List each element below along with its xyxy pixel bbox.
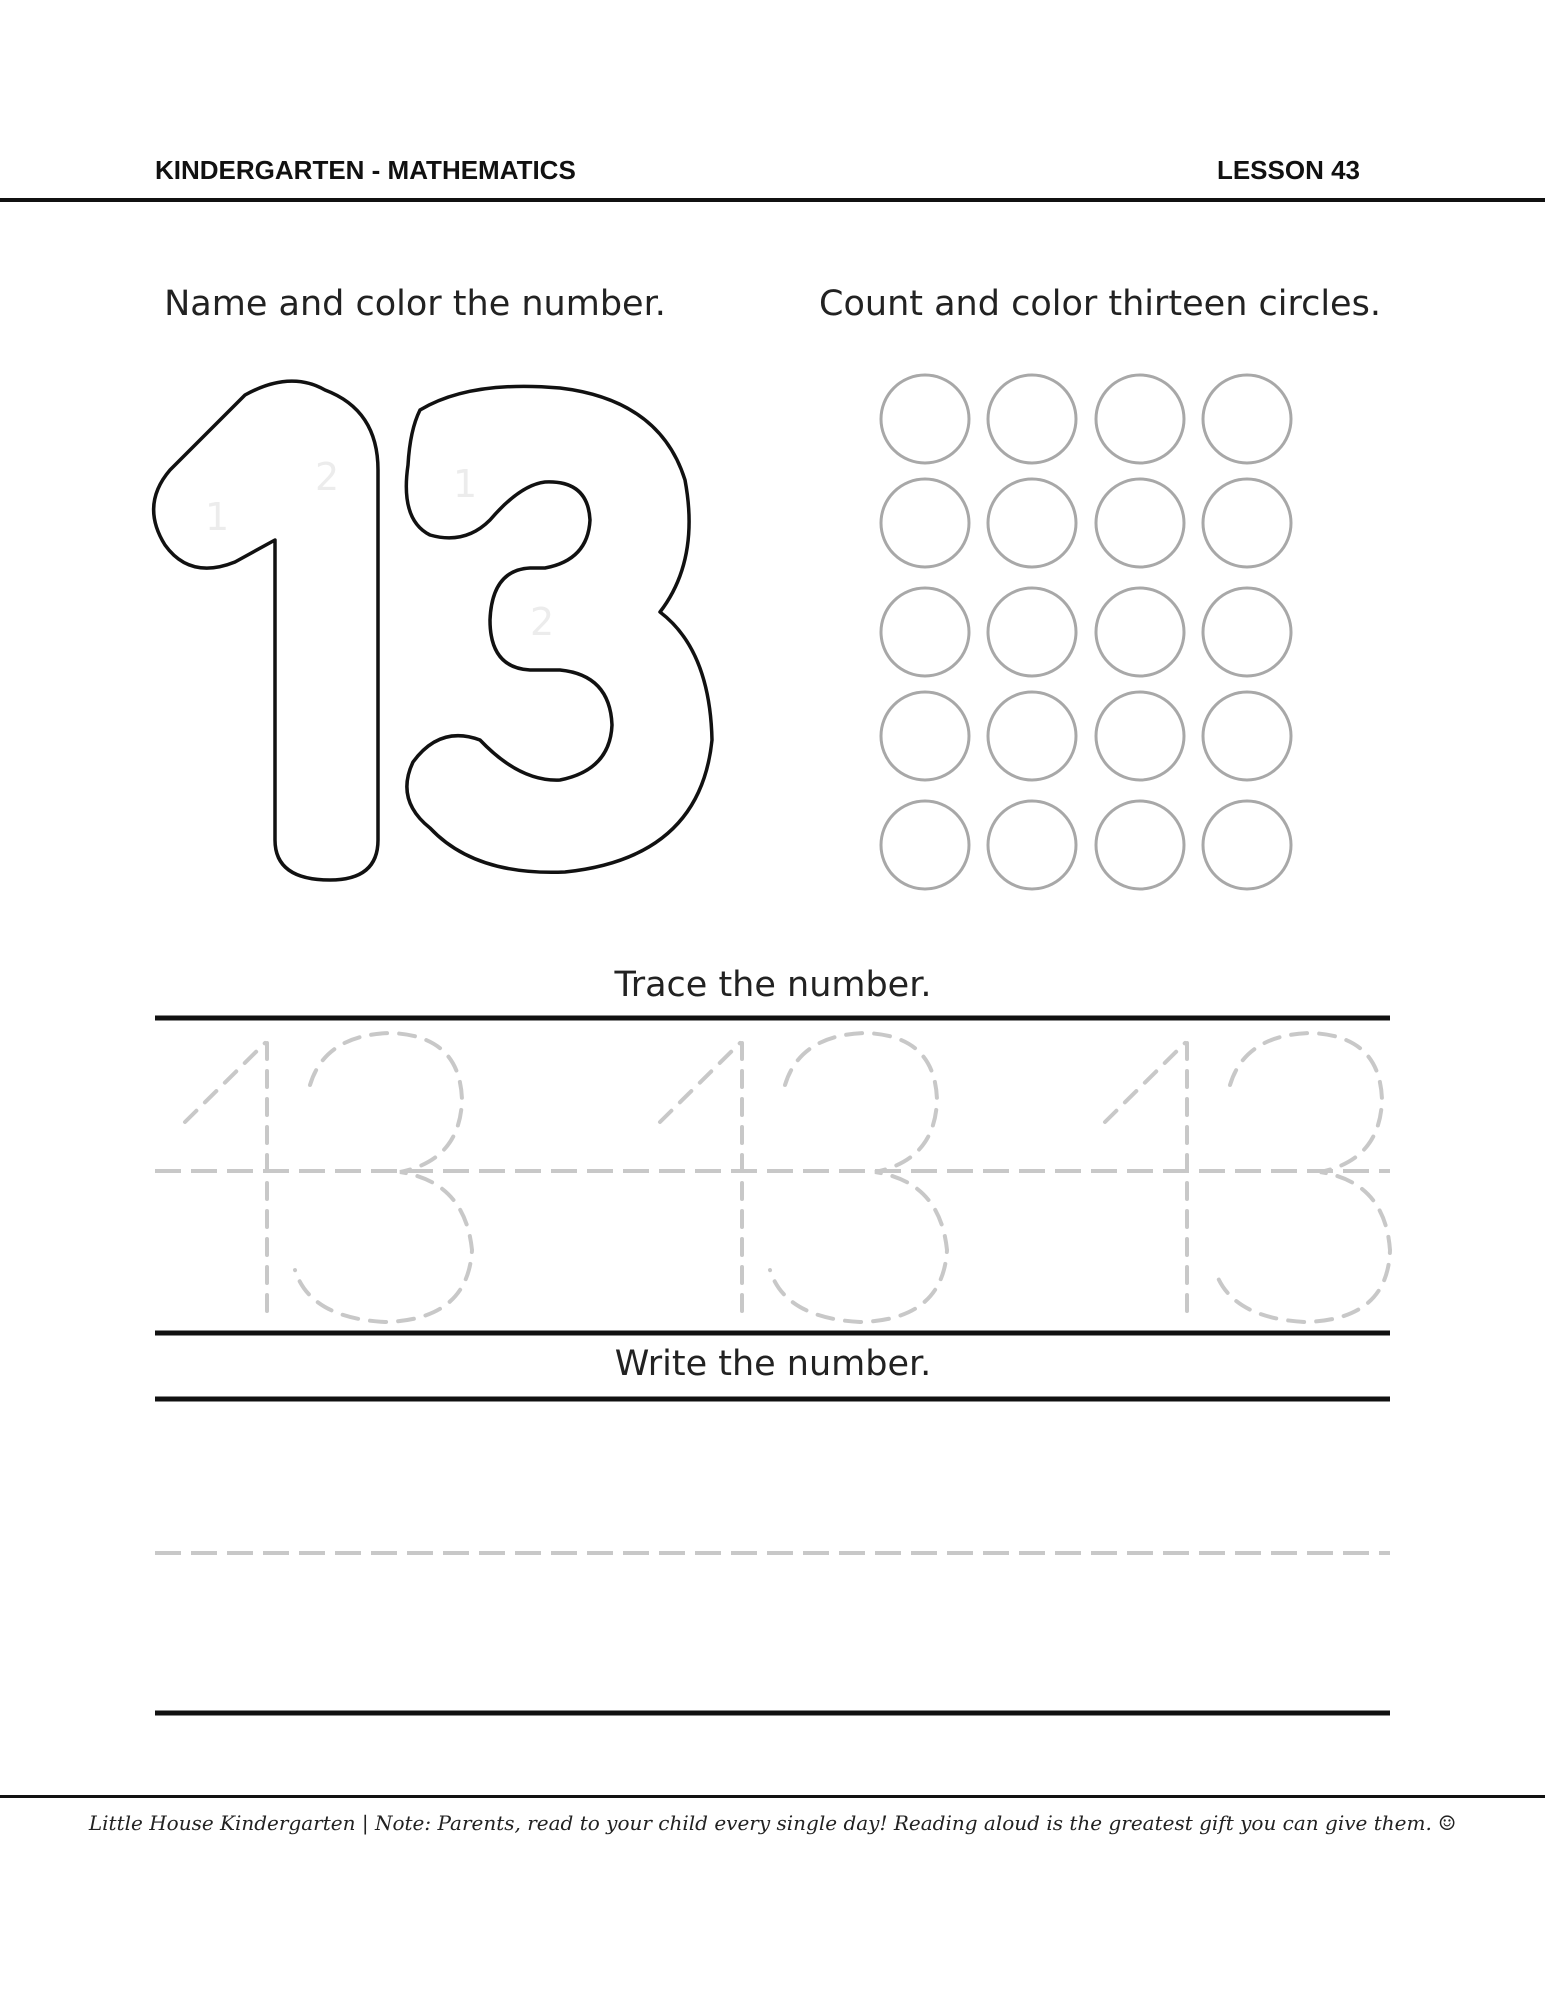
footer-rule xyxy=(0,1795,1545,1798)
lesson-label: LESSON 43 xyxy=(1216,155,1360,185)
instruction-count-color: Count and color thirteen circles. xyxy=(819,284,1381,324)
footer-note: Little House Kindergarten | Note: Parents, read to your child every single day! Reading aloud is the greatest gift you can give them. ☺ xyxy=(88,1811,1457,1835)
instruction-trace: Trace the number. xyxy=(614,965,932,1005)
subject-title: KINDERGARTEN - MATHEMATICS xyxy=(155,155,576,185)
stroke-order-hint: 1 xyxy=(205,495,230,539)
stroke-order-hint: 2 xyxy=(315,455,340,499)
instruction-name-color: Name and color the number. xyxy=(164,284,666,324)
stroke-order-hint: 1 xyxy=(453,462,478,506)
instruction-write: Write the number. xyxy=(614,1344,932,1384)
stroke-order-hint: 2 xyxy=(530,600,555,644)
